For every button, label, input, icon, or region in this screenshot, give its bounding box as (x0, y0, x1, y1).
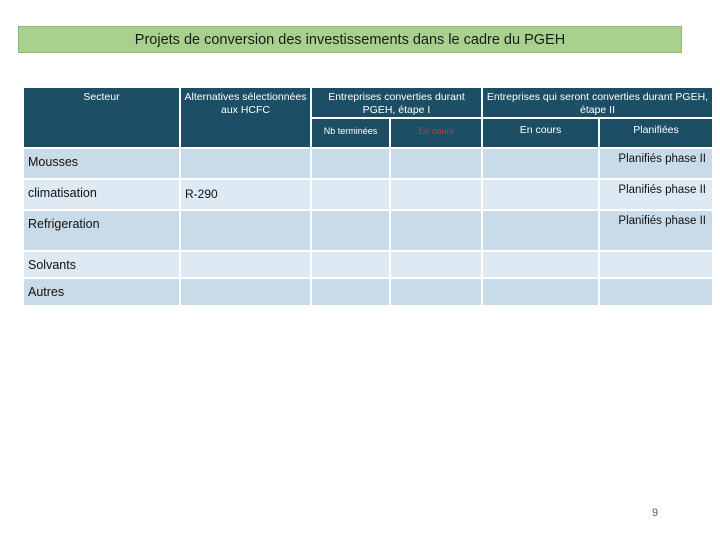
row-sector-label: Mousses (24, 149, 179, 178)
table-row (24, 180, 712, 209)
row-planned (600, 279, 712, 305)
row-alternative (181, 211, 310, 250)
header-phase1: Entreprises converties durant PGEH, étape I (312, 88, 481, 117)
header-sector: Secteur (24, 88, 179, 147)
slide-title-text: Projets de conversion des investissements dans le cadre du PGEH (134, 31, 566, 48)
row-alternative (181, 252, 310, 277)
table-row (24, 252, 712, 277)
subheader-phase1-ongoing: En cours (391, 119, 481, 147)
page-number: 9 (652, 507, 659, 519)
row-sector-label: climatisation (24, 180, 179, 209)
row-planned: Planifiés phase II (600, 180, 712, 209)
row-alternative: R-290 (181, 180, 310, 209)
row-sector-label: Autres (24, 279, 179, 305)
slide-title (18, 26, 682, 53)
subheader-phase2-ongoing: En cours (483, 119, 598, 147)
row-alternative (181, 279, 310, 305)
row-planned: Planifiés phase II (600, 149, 712, 178)
header-phase2: Entreprises qui seront converties durant PGEH, étape II (483, 88, 712, 117)
conversion-table (22, 86, 714, 307)
row-sector-label: Solvants (24, 252, 179, 277)
row-sector-label: Refrigeration (24, 211, 179, 250)
row-planned (600, 252, 712, 277)
row-planned: Planifiés phase II (600, 211, 712, 250)
table-row (24, 279, 712, 305)
row-alternative (181, 149, 310, 178)
header-alternatives: Alternatives sélectionnées aux HCFC (181, 88, 310, 147)
subheader-phase2-planned: Planifiées (600, 119, 712, 147)
subheader-phase1-done: Nb terminées (312, 119, 389, 147)
table-row (24, 211, 712, 250)
table-row (24, 149, 712, 178)
